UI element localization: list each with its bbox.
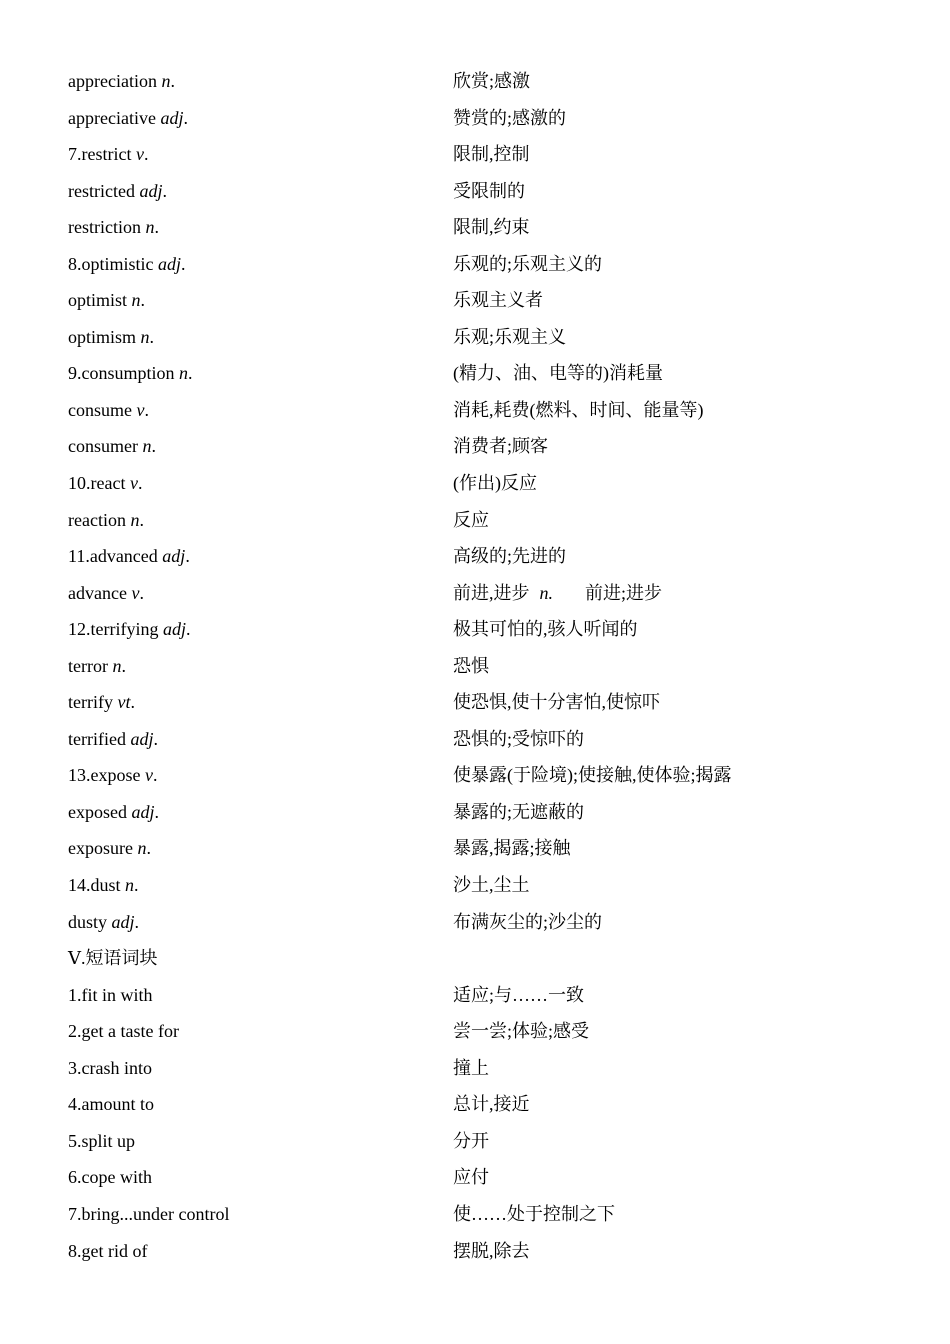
vocab-row: [68, 794, 908, 831]
vocab-row: [68, 63, 908, 100]
vocab-row-advance: [68, 575, 908, 612]
phrase-row: [68, 1196, 908, 1233]
phrase-row: [68, 1013, 908, 1050]
vocab-row: [68, 100, 908, 137]
vocab-word: appreciation n.: [68, 71, 175, 91]
vocab-meaning: 乐观;乐观主义: [453, 326, 567, 347]
vocab-meaning: (精力、油、电等的)消耗量: [453, 363, 663, 384]
vocab-row: [68, 209, 908, 246]
vocab-word: 10.react v.: [68, 473, 143, 494]
phrase-meaning: 适应;与……一致: [453, 984, 585, 1005]
vocab-meaning: 使恐惧,使十分害怕,使惊吓: [453, 692, 660, 713]
vocab-meaning: 极其可怕的,骇人听闻的: [453, 619, 638, 640]
vocab-row: [68, 282, 908, 319]
phrase-text: 7.bring...under control: [68, 1203, 230, 1224]
vocab-meaning: 乐观主义者: [453, 290, 543, 311]
vocab-row: [68, 757, 908, 794]
vocab-word: reaction n.: [68, 509, 144, 530]
vocab-meaning: 恐惧: [453, 655, 489, 676]
vocab-word: 14.dust n.: [68, 875, 139, 896]
vocab-row: [68, 319, 908, 356]
phrase-meaning: 尝一尝;体验;感受: [453, 1021, 590, 1042]
vocab-meaning: 反应: [453, 509, 489, 530]
phrase-row: [68, 1050, 908, 1087]
phrase-row: [68, 1086, 908, 1123]
vocab-meaning: 布满灰尘的;沙尘的: [453, 911, 603, 932]
vocab-word: 13.expose v.: [68, 765, 158, 786]
vocab-word: exposure n.: [68, 838, 151, 859]
phrase-meaning: 撞上: [453, 1057, 489, 1078]
vocab-word: exposed adj.: [68, 801, 159, 822]
vocab-word: appreciative adj.: [68, 107, 188, 128]
vocab-meaning: 高级的;先进的: [453, 546, 567, 567]
vocab-word: advance v.: [68, 582, 144, 603]
vocab-row: [68, 648, 908, 685]
vocab-row: [68, 867, 908, 904]
vocab-meaning: 欣赏;感激: [453, 71, 531, 91]
vocab-word: restriction n.: [68, 217, 159, 238]
vocab-meaning: 暴露,揭露;接触: [453, 838, 571, 859]
phrase-meaning: 应付: [453, 1167, 489, 1188]
vocab-meaning: 受限制的: [453, 180, 525, 201]
vocab-word: 12.terrifying adj.: [68, 619, 191, 640]
vocab-row: [68, 611, 908, 648]
vocab-row: [68, 830, 908, 867]
vocab-meaning: 消费者;顾客: [453, 436, 549, 457]
vocab-meaning: 赞赏的;感激的: [453, 107, 567, 128]
phrase-text: 8.get rid of: [68, 1240, 148, 1261]
vocab-word: 9.consumption n.: [68, 363, 193, 384]
vocab-meaning: 限制,约束: [453, 217, 530, 238]
vocab-meaning: 暴露的;无遮蔽的: [453, 801, 585, 822]
vocab-meaning: (作出)反应: [453, 473, 537, 494]
vocab-word: consume v.: [68, 399, 149, 420]
vocab-word: 11.advanced adj.: [68, 546, 190, 567]
vocab-word: consumer n.: [68, 436, 156, 457]
vocab-row: [68, 538, 908, 575]
vocab-meaning: 沙土,尘土: [453, 875, 530, 896]
vocab-word: terror n.: [68, 655, 126, 676]
phrase-text: 2.get a taste for: [68, 1021, 179, 1042]
vocab-row: [68, 136, 908, 173]
vocab-row: [68, 355, 908, 392]
vocab-word: optimism n.: [68, 326, 155, 347]
vocab-meaning: 消耗,耗费(燃料、时间、能量等): [453, 399, 704, 420]
vocab-row: [68, 392, 908, 429]
vocab-word: 7.restrict v.: [68, 144, 149, 165]
vocab-meaning: 限制,控制: [453, 144, 530, 165]
vocab-word: terrify vt.: [68, 692, 135, 713]
phrase-row: [68, 1233, 908, 1270]
vocabulary-list: [68, 63, 908, 1269]
vocab-word: restricted adj.: [68, 180, 167, 201]
phrase-row: [68, 977, 908, 1014]
phrase-meaning: 分开: [453, 1130, 489, 1151]
phrase-text: 6.cope with: [68, 1167, 152, 1188]
vocab-row: [68, 904, 908, 941]
vocab-word: terrified adj.: [68, 728, 158, 749]
phrase-text: 3.crash into: [68, 1057, 152, 1078]
phrase-text: 5.split up: [68, 1130, 136, 1151]
vocab-meaning: 恐惧的;受惊吓的: [453, 728, 585, 749]
phrase-text: 1.fit in with: [68, 984, 153, 1005]
phrase-meaning: 总计,接近: [453, 1094, 530, 1115]
vocab-meaning: 使暴露(于险境);使接触,使体验;揭露: [453, 765, 732, 786]
vocab-row: [68, 173, 908, 210]
phrase-text: 4.amount to: [68, 1094, 154, 1115]
vocab-meaning: 前进,进步 n. 前进;进步: [453, 582, 663, 603]
vocab-row: [68, 465, 908, 502]
vocab-word: optimist n.: [68, 290, 146, 311]
vocab-row: [68, 721, 908, 758]
phrase-row: [68, 1159, 908, 1196]
vocab-row: [68, 684, 908, 721]
section-heading: Ⅴ.短语词块: [68, 948, 158, 969]
phrase-meaning: 使……处于控制之下: [453, 1203, 615, 1224]
vocab-row: [68, 428, 908, 465]
vocab-row: [68, 502, 908, 539]
vocab-meaning: 乐观的;乐观主义的: [453, 253, 603, 274]
phrase-row: [68, 1123, 908, 1160]
vocab-word: dusty adj.: [68, 911, 140, 932]
vocab-row: [68, 246, 908, 283]
vocab-word: 8.optimistic adj.: [68, 253, 186, 274]
phrase-meaning: 摆脱,除去: [453, 1240, 530, 1261]
section-heading-row: [68, 940, 908, 977]
